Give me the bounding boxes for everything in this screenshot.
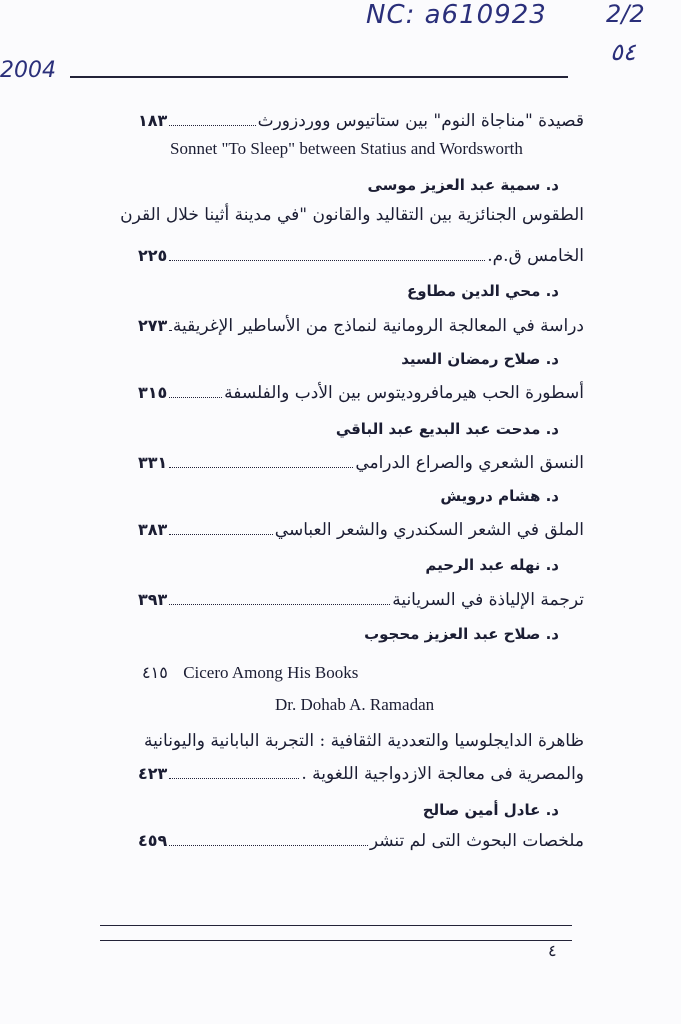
- leader-dots: [169, 260, 485, 261]
- leader-dots: [169, 778, 299, 779]
- top-rule: [70, 76, 568, 78]
- toc-entry: [138, 764, 584, 784]
- toc-entry: [138, 453, 584, 473]
- bottom-rule: [100, 925, 572, 926]
- entry-author: د. صلاح عبد العزيز محجوب: [364, 625, 559, 643]
- entry-title: الطقوس الجنائزية بين التقاليد والقانون "في مدينة أثينا خلال القرن: [120, 205, 584, 225]
- page-number: ٤: [548, 941, 557, 960]
- entry-author: د. نهله عبد الرحيم: [425, 556, 559, 574]
- entry-title: أسطورة الحب هيرمافروديتوس بين الأدب والفلسفة: [224, 383, 584, 403]
- entry-title: ظاهرة الدايجلوسيا والتعددية الثقافية : التجربة البابانية واليونانية: [144, 731, 584, 751]
- toc-entry: [138, 831, 584, 851]
- entry-title: قصيدة "مناجاة النوم" بين ستاتيوس ووردزورث: [257, 111, 584, 131]
- entry-title: دراسة في المعالجة الرومانية لنماذج من الأساطير الإغريقية: [172, 316, 584, 336]
- leader-dots: [169, 604, 390, 605]
- entry-title-continued: والمصرية فى معالجة الازدواجية اللغوية .: [301, 764, 584, 784]
- entry-page: ٣٣١: [138, 453, 168, 472]
- entry-page: ٤٢٣: [138, 764, 168, 783]
- toc-entry: [138, 246, 584, 266]
- entry-page: ٢٧٣: [138, 316, 168, 335]
- toc-entry: [138, 520, 584, 540]
- entry-page: ٤١٥: [142, 663, 168, 682]
- handwritten-year: 2004: [0, 58, 56, 83]
- leader-dots: [169, 125, 255, 126]
- entry-author: د. هشام درويش: [440, 487, 559, 505]
- entry-title-english: Cicero Among His Books: [183, 663, 359, 682]
- entry-page: ١٨٣: [138, 111, 168, 130]
- entry-author-english: Dr. Dohab A. Ramadan: [275, 695, 435, 714]
- entry-page: ٢٢٥: [138, 246, 168, 265]
- entry-author: د. صلاح رمضان السيد: [401, 350, 559, 368]
- entry-page: ٤٥٩: [138, 831, 168, 850]
- entry-title-english: Sonnet "To Sleep" between Statius and Wordsworth: [170, 139, 523, 158]
- leader-dots: [169, 397, 222, 398]
- entry-title: الملق في الشعر السكندري والشعر العباسي: [274, 520, 584, 540]
- entry-title: ترجمة الإلياذة في السريانية: [392, 590, 584, 610]
- entry-author: د. مدحت عبد البديع عبد الباقي: [335, 420, 559, 438]
- toc-entry: [138, 111, 584, 131]
- entry-author: د. محي الدين مطاوع: [406, 282, 559, 300]
- entry-page: ٣٩٣: [138, 590, 168, 609]
- handwritten-reference: ٥٤: [610, 38, 636, 66]
- leader-dots: [169, 534, 272, 535]
- leader-dots: [169, 467, 353, 468]
- entry-title-continued: الخامس ق.م.: [487, 246, 584, 266]
- entry-page: ٣١٥: [138, 383, 168, 402]
- toc-entry: [138, 590, 584, 610]
- entry-page: ٣٨٣: [138, 520, 168, 539]
- handwritten-call-number: NC: a610923: [366, 0, 547, 30]
- toc-entry: [138, 383, 584, 403]
- leader-dots: [169, 845, 368, 846]
- leader-dots: [169, 330, 171, 331]
- entry-title: ملخصات البحوث التى لم تنشر: [369, 831, 584, 851]
- bottom-rule: [100, 940, 572, 941]
- entry-author: د. سمية عبد العزيز موسى: [367, 176, 559, 194]
- entry-author: د. عادل أمين صالح: [422, 801, 559, 819]
- toc-entry: [142, 663, 358, 683]
- toc-entry: [138, 316, 584, 336]
- handwritten-folio: 2/2: [606, 0, 645, 28]
- entry-title: النسق الشعري والصراع الدرامي: [355, 453, 584, 473]
